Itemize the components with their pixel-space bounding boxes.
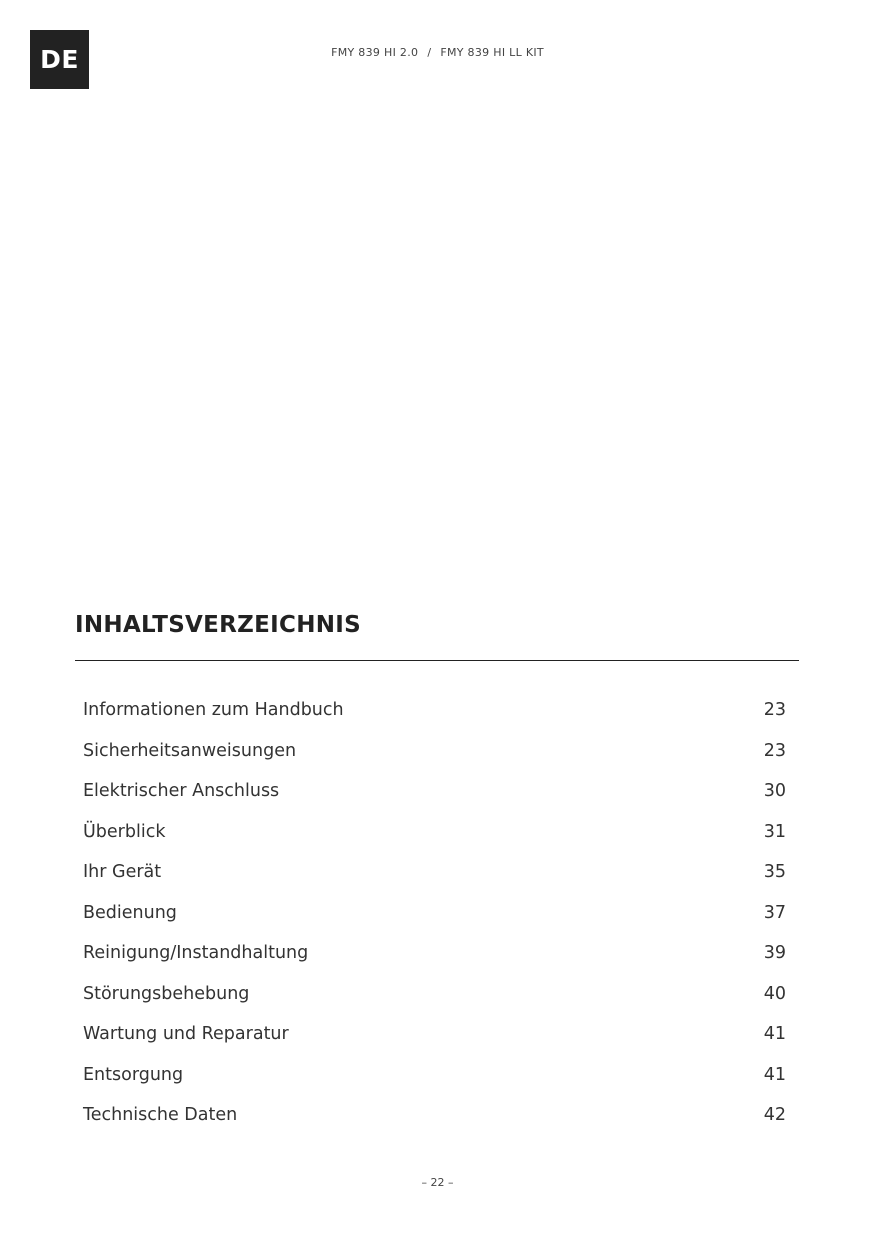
toc-item-sicherheitsanweisungen[interactable] (83, 731, 786, 772)
toc-item-informationen-zum-handbuch[interactable] (83, 690, 786, 731)
toc-item-label: Bedienung (83, 902, 177, 923)
toc-item-label: Überblick (83, 821, 166, 842)
toc-item-label: Störungsbehebung (83, 983, 250, 1004)
toc-item-entsorgung[interactable] (83, 1055, 786, 1096)
toc-item-wartung-und-reparatur[interactable] (83, 1014, 786, 1055)
toc-title: INHALTSVERZEICHNIS (75, 612, 362, 638)
toc-item-technische-daten[interactable] (83, 1095, 786, 1136)
toc-item-page: 39 (763, 943, 786, 964)
toc-item-elektrischer-anschluss[interactable] (83, 771, 786, 812)
toc-item-bedienung[interactable] (83, 893, 786, 934)
toc-list (83, 690, 786, 1136)
toc-item-label: Reinigung/Instandhaltung (83, 943, 309, 964)
toc-item-page: 23 (763, 700, 786, 721)
toc-item-page: 37 (763, 902, 786, 923)
toc-item-label: Elektrischer Anschluss (83, 781, 280, 802)
toc-item-page: 35 (763, 862, 786, 883)
toc-item-label: Wartung und Reparatur (83, 1024, 289, 1045)
toc-item-reinigung-instandhaltung[interactable] (83, 933, 786, 974)
toc-item-page: 30 (763, 781, 786, 802)
toc-item-page: 41 (763, 1024, 786, 1045)
toc-item-page: 40 (763, 983, 786, 1004)
toc-item-ihr-geraet[interactable] (83, 852, 786, 893)
toc-item-label: Entsorgung (83, 1064, 184, 1085)
model-separator: / (427, 46, 432, 59)
model-header (0, 46, 875, 59)
page-number: – 22 – (421, 1176, 454, 1189)
toc-item-label: Technische Daten (83, 1105, 238, 1126)
toc-item-page: 41 (763, 1064, 786, 1085)
toc-item-page: 31 (763, 821, 786, 842)
toc-item-label: Informationen zum Handbuch (83, 700, 344, 721)
toc-item-page: 23 (763, 740, 786, 761)
model-secondary: FMY 839 HI LL KIT (440, 46, 544, 59)
language-badge: DE (30, 30, 89, 89)
toc-item-label: Sicherheitsanweisungen (83, 740, 297, 761)
toc-item-stoerungsbehebung[interactable] (83, 974, 786, 1015)
toc-item-page: 42 (763, 1105, 786, 1126)
toc-item-label: Ihr Gerät (83, 862, 162, 883)
toc-item-ueberblick[interactable] (83, 812, 786, 853)
toc-divider (75, 660, 799, 661)
model-primary: FMY 839 HI 2.0 (331, 46, 419, 59)
